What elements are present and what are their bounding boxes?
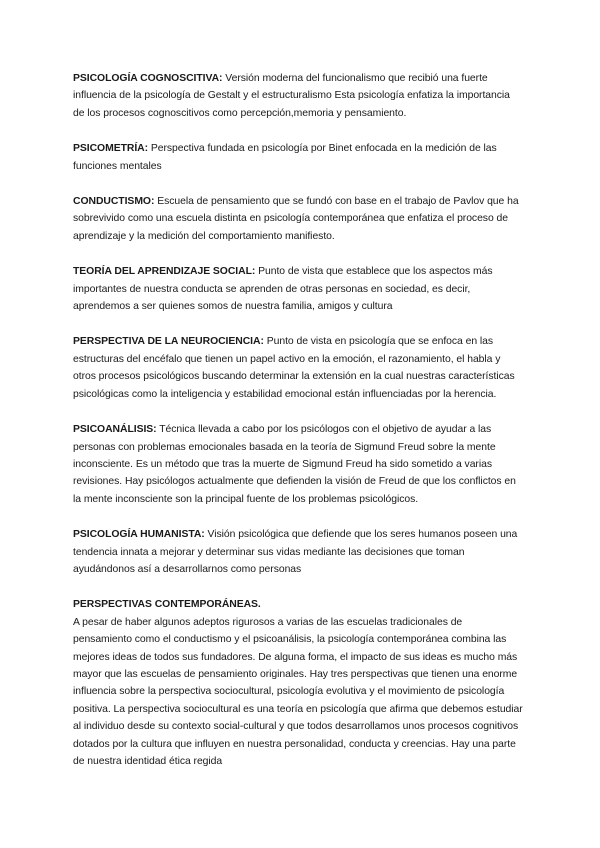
entry-term: CONDUCTISMO: (73, 196, 155, 208)
entry-conductismo (73, 193, 523, 245)
section-perspectivas-contemporaneas (73, 596, 523, 770)
entry-definition: Visión psicológica que defiende que los seres humanos poseen una tendencia innata a mejorar y determinar sus vidas mediante las decisiones que toman ayudándonos así a desarrollarnos como personas (73, 529, 518, 575)
entry-psicologia-cognoscitiva (73, 70, 523, 122)
entry-definition: Versión moderna del funcionalismo que recibió una fuerte influencia de la psicología de Gestalt y el estructuralismo Esta psicología enfatiza la importancia de los procesos cognoscitivos como percepción,memoria y pensamiento. (73, 73, 510, 119)
section-title: PERSPECTIVAS CONTEMPORÁNEAS. (73, 599, 261, 611)
section-body: A pesar de haber algunos adeptos rigurosos a varias de las escuelas tradicionales de pensamiento como el conductismo y el psicoanálisis, la psicología contemporánea combina las mejores ideas de todos sus fundadores. De alguna forma, el impacto de sus ideas es mucho más mayor que las escuelas de pensamiento originales. Hay tres perspectivas que tienen una enorme influencia sobre la perspectiva sociocultural, psicología evolutiva y el movimiento de psicología positiva. La perspectiva sociocultural es una teoría en psicología que afirma que debemos estudiar al individuo desde su contexto social-cultural y que todos desarrollamos unos procesos cognitivos dotados por la cultura que influyen en nuestra personalidad, conducta y creencias. Hay una parte de nuestra identidad ética regida (73, 616, 523, 767)
entry-definition: Punto de vista que establece que los aspectos más importantes de nuestra conducta se aprenden de otras personas en sociedad, es decir, aprendemos a ser quienes somos de nuestra familia, amigos y cultura (73, 266, 493, 313)
entry-psicoanalisis (73, 421, 523, 508)
entry-definition: Técnica llevada a cabo por los psicólogos con el objetivo de ayudar a las personas con problemas emocionales basada en la teoría de Sigmund Freud sobre la mente inconsciente. Es un método que tras la muerte de Sigmund Freud ha sido sometido a varias revisiones. Hay psicólogos actualmente que defienden la visión de Freud de que los conflictos en la mente inconsciente son la principal fuente de los problemas psicológicos. (73, 424, 516, 505)
entry-definition: Escuela de pensamiento que se fundó con base en el trabajo de Pavlov que ha sobrevivido como una escuela distinta en psicología contemporánea que enfatiza el proceso de aprendizaje y la medición del comportamiento manifiesto. (73, 196, 519, 242)
entry-term: PSICOMETRÍA: (73, 143, 149, 155)
entry-definition: Punto de vista en psicología que se enfoca en las estructuras del encéfalo que tienen un papel activo en la emoción, el razonamiento, el habla y otros procesos psicológicos buscando determinar la extensión en la cual nuestras características psicológicas como la inteligencia y estabilidad emocional están influenciadas por la herencia. (73, 336, 515, 400)
document-page (73, 70, 523, 770)
entry-psicologia-humanista (73, 526, 523, 578)
entry-term: PSICOANÁLISIS: (73, 424, 157, 436)
entry-psicometria (73, 140, 523, 175)
entry-term: PERSPECTIVA DE LA NEUROCIENCIA: (73, 336, 264, 348)
entry-teoria-aprendizaje-social (73, 263, 523, 315)
entry-perspectiva-neurociencia (73, 333, 523, 403)
entry-term: PSICOLOGÍA COGNOSCITIVA: (73, 73, 223, 84)
entry-term: TEORÍA DEL APRENDIZAJE SOCIAL: (73, 266, 256, 278)
entry-definition: Perspectiva fundada en psicología por Binet enfocada en la medición de las funciones mentales (73, 143, 497, 172)
entry-term: PSICOLOGÍA HUMANISTA: (73, 529, 205, 541)
